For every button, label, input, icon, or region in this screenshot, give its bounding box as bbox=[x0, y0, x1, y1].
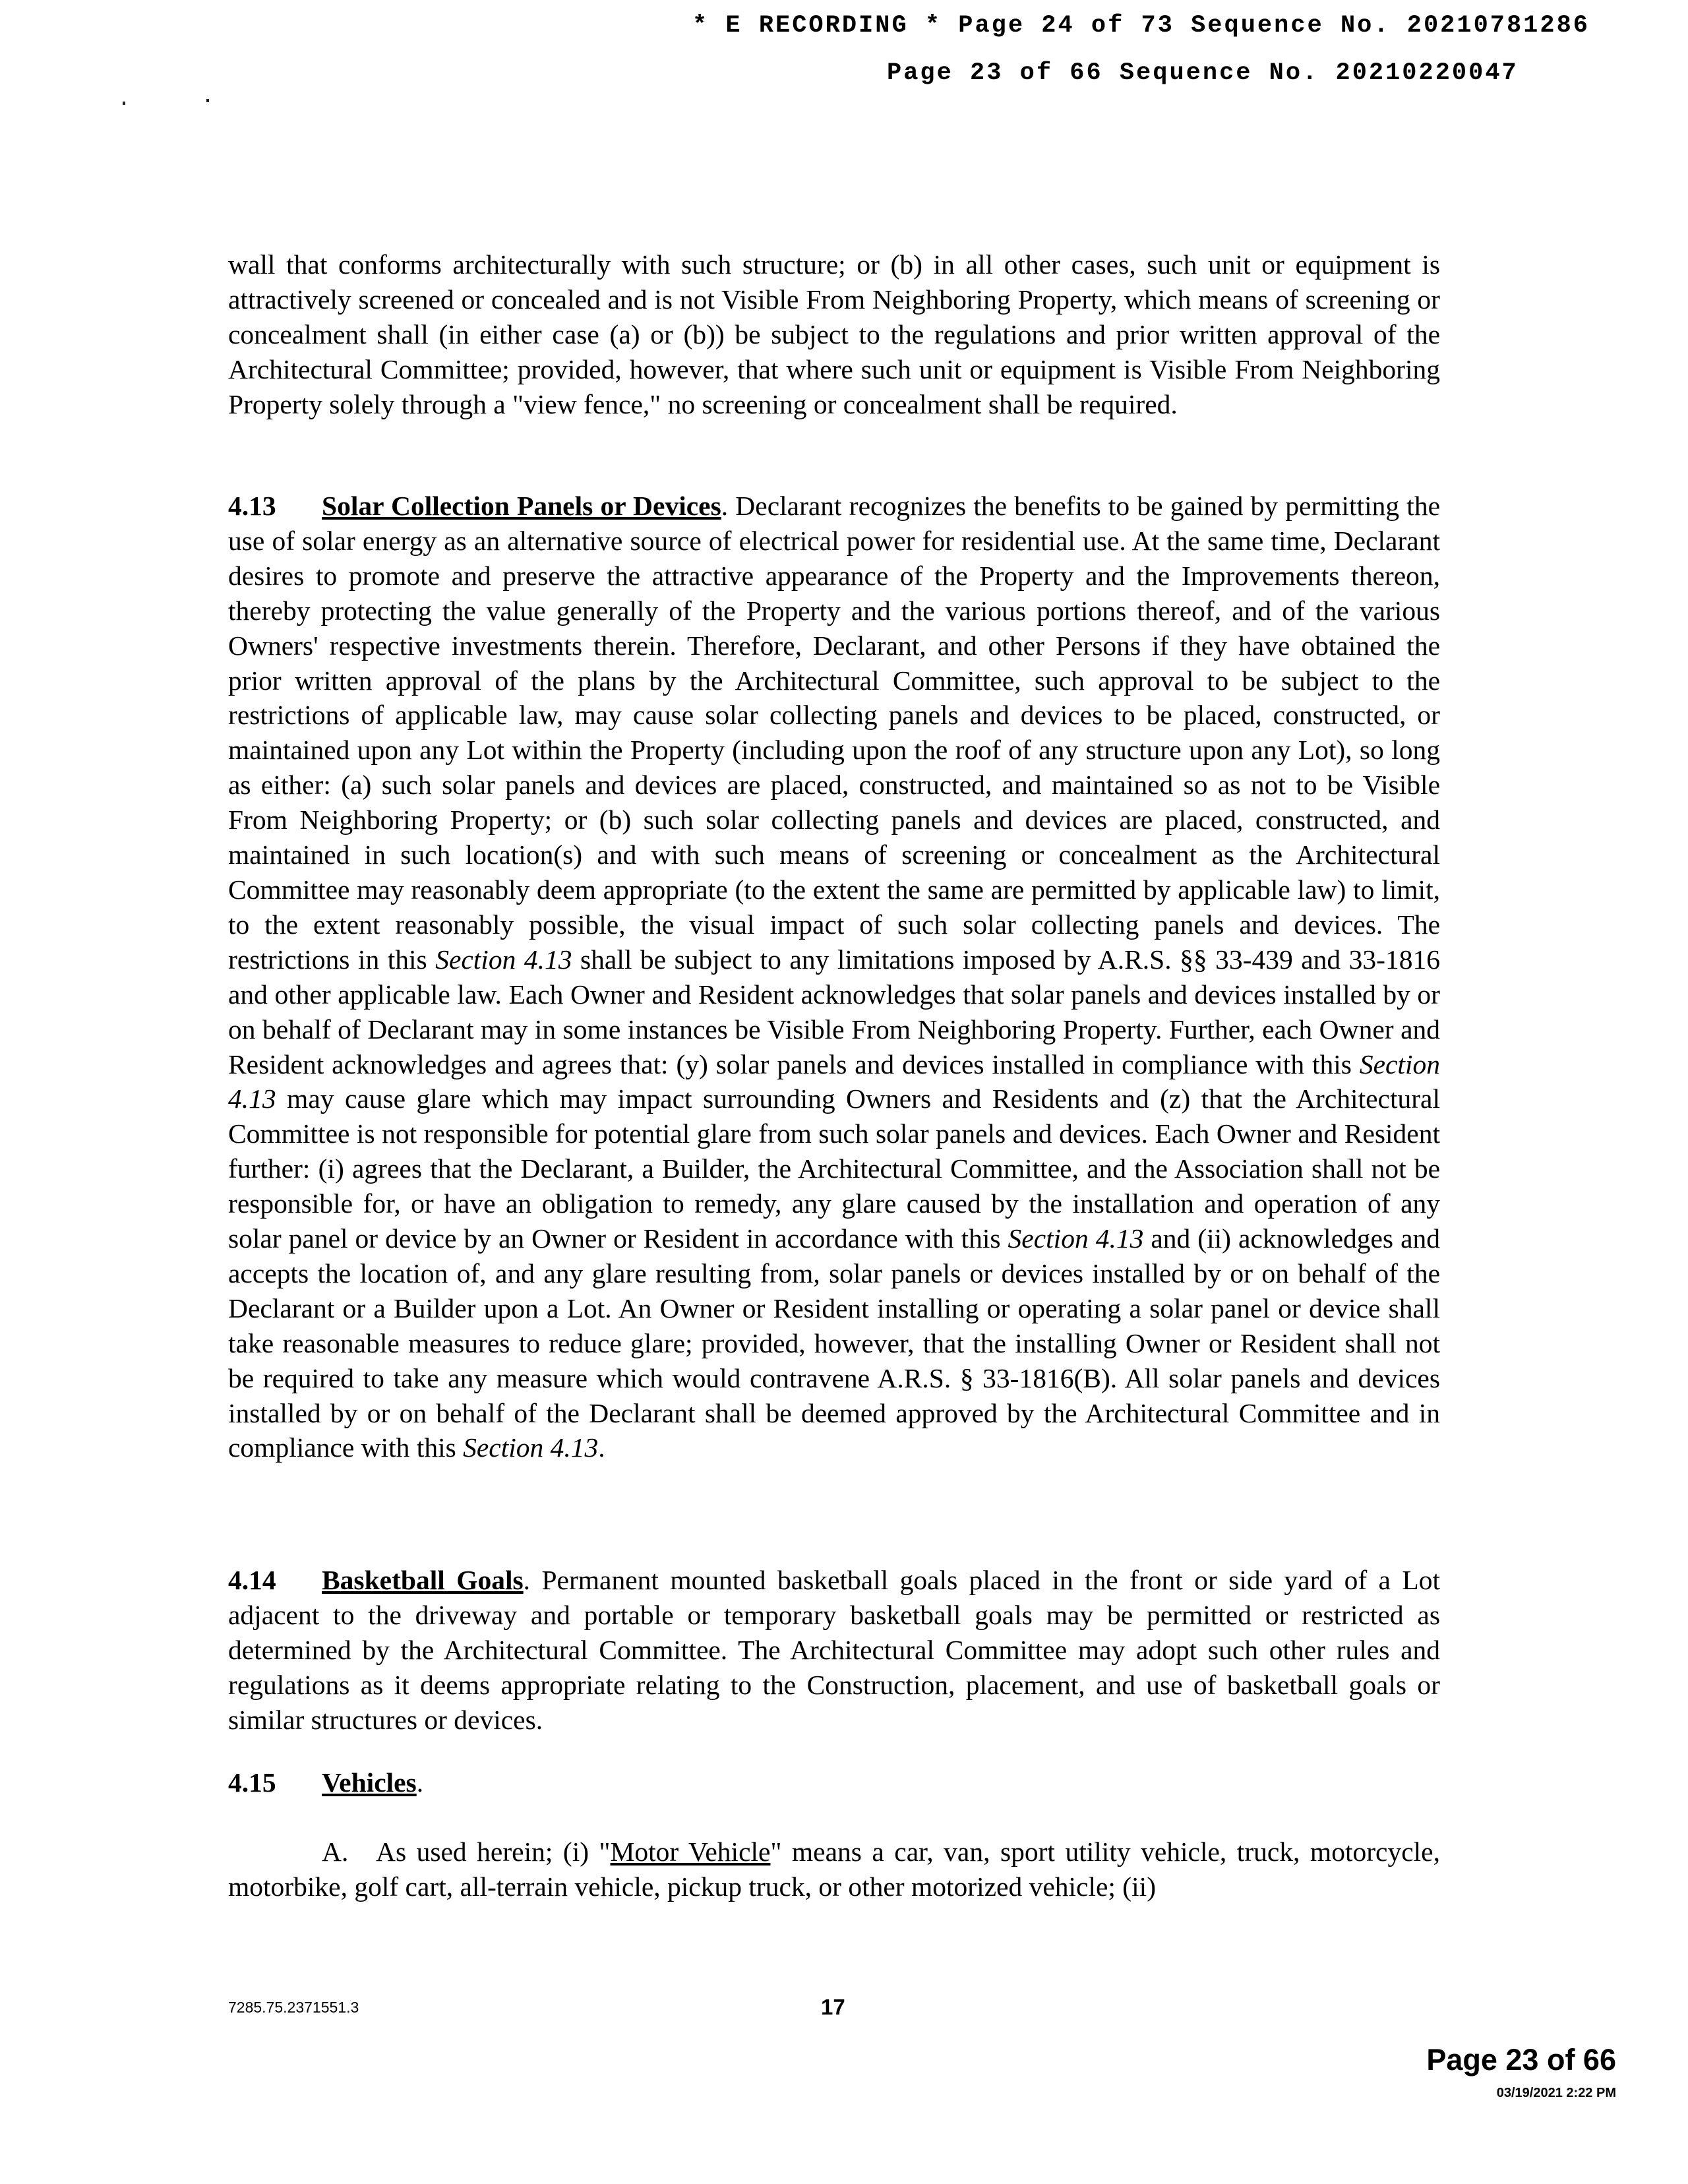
section-text: shall be subject to any limitations imposed by A.R.S. §§ 33-439 and 33-1816 and other applicable law. Each Owner and Resident acknowledges that solar panels and devices installed by or on behalf of Declarant may in some instances be Visible From Neighboring Property. Further, each Owner and Resident acknowledges and agrees that: (y) solar panels and devices installed in compliance with this bbox=[228, 944, 1440, 1079]
section-text: and (ii) acknowledges and accepts the location of, and any glare resulting from, solar panels or devices installed by or on behalf of the Declarant or a Builder upon a Lot. An Owner or Resident installing or operating a solar panel or device shall take reasonable measures to reduce glare; provided, however, that the installing Owner or Resident shall not be required to take any measure which would contravene A.R.S. § 33-1816(B). All solar panels and devices installed by or on behalf of the Declarant shall be deemed approved by the Architectural Committee and in compliance with this bbox=[228, 1223, 1441, 1463]
section-text: . Declarant recognizes the benefits to be gained by permitting the use of solar energy as an alternative source of electrical power for residential use. At the same time, Declarant desires to promote and preserve the attractive appearance of the Property and the Improvements thereon, thereby protecting the value generally of the Property and the various portions thereof, and of the various Owners' respective investments therein. Therefore, Declarant, and other Persons if they have obtained the prior written approval of the plans by the Architectural Committee, such approval to be subject to the restrictions of applicable law, may cause solar collecting panels and devices to be placed, constructed, or maintained upon any Lot within the Property (including upon the roof of any structure upon any Lot), so long as either: (a) such solar panels and devices are placed, constructed, and maintained so as not to be Visible From Neighboring Property; or (b) such solar collecting panels and devices are placed, constructed, and maintained in such location(s) and with such means of screening or concealment as the Architectural Committee may reasonably deem appropriate (to the extent the same are permitted by applicable law) to limit, to the extent reasonably possible, the visual impact of such solar collecting panels and devices. The restrictions in this bbox=[228, 491, 1440, 975]
section-reference: Section 4.13 bbox=[435, 944, 572, 975]
paragraph-continued: wall that conforms architecturally with such structure; or (b) in all other cases, such unit or equipment is attractively screened or concealed and is not Visible From Neighboring Property, which means of screening or concealment shall (in either case (a) or (b)) be subject to the regulations and prior written approval of the Architectural Committee; provided, however, that where such unit or equipment is Visible From Neighboring Property solely through a "view fence," no screening or concealment shall be required. bbox=[228, 249, 1440, 419]
section-text: . Permanent mounted basketball goals placed in the front or side yard of a Lot adjacent to the driveway and portable or temporary basketball goals may be permitted or restricted as determined by the Architectural Committee. The Architectural Committee may adopt such other rules and regulations as it deems appropriate relating to the Construction, placement, and use of basketball goals or similar structures or devices. bbox=[228, 1565, 1440, 1735]
document-id: 7285.75.2371551.3 bbox=[228, 1999, 359, 2016]
recording-stamp-line-2: Page 23 of 66 Sequence No. 20210220047 bbox=[887, 59, 1519, 87]
section-4-14 bbox=[228, 1563, 1440, 1738]
section-reference: Section 4.13 bbox=[228, 1048, 1440, 1114]
subsection-letter: A. bbox=[322, 1836, 349, 1867]
subsection-text: As used herein; (i) " bbox=[376, 1836, 611, 1867]
recording-stamp-line-1: * E RECORDING * Page 24 of 73 Sequence No. 20210781286 bbox=[692, 12, 1590, 40]
section-4-15-heading bbox=[228, 1765, 1440, 1800]
section-title: Basketball Goals bbox=[322, 1565, 524, 1595]
section-reference: Section 4.13 bbox=[463, 1432, 599, 1463]
section-reference: Section 4.13 bbox=[1008, 1223, 1144, 1254]
section-4-13 bbox=[228, 489, 1440, 1465]
subsection-a bbox=[228, 1835, 1440, 1904]
page-number: 17 bbox=[821, 1995, 845, 2019]
section-title: Vehicles bbox=[322, 1767, 417, 1798]
scan-speck bbox=[206, 99, 209, 102]
section-text: . bbox=[598, 1432, 605, 1463]
scan-speck bbox=[123, 102, 125, 105]
section-title: Solar Collection Panels or Devices bbox=[322, 491, 721, 521]
section-number: 4.13 bbox=[228, 491, 276, 521]
section-text: may cause glare which may impact surrounding Owners and Residents and (z) that the Architectural Committee is not responsible for potential glare from such solar panels and devices. Each Owner and Resident further: (i) agrees that the Declarant, a Builder, the Architectural Committee, and the Association shall not be responsible for, or have an obligation to remedy, any glare caused by the installation and operation of any solar panel or device by an Owner or Resident in accordance with this bbox=[228, 1083, 1440, 1254]
section-number: 4.15 bbox=[228, 1767, 276, 1798]
recording-page-stamp: Page 23 of 66 bbox=[1426, 2043, 1616, 2077]
defined-term: Motor Vehicle bbox=[610, 1836, 771, 1867]
recording-date-stamp: 03/19/2021 2:22 PM bbox=[1496, 2086, 1616, 2100]
subsection-text: " means a car, van, sport utility vehicle, truck, motorcycle, motorbike, golf cart, all-terrain vehicle, pickup truck, or other motorized vehicle; (ii) bbox=[228, 1836, 1440, 1902]
section-number: 4.14 bbox=[228, 1565, 276, 1595]
section-title-end: . bbox=[416, 1767, 424, 1798]
